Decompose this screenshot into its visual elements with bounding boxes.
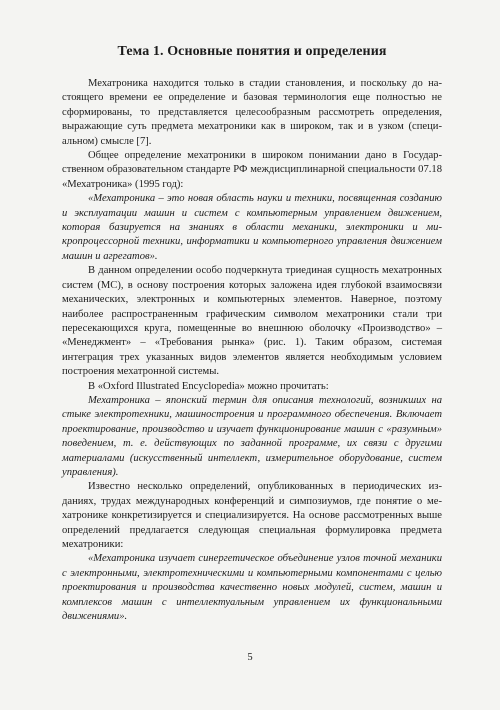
paragraph-7: Известно несколько определений, опубликованных в периодических изданиях, трудах международных конференций и симпозиумов, где понятие о мехатронике конкретизируется и специализируется. На основе рассмотренных выше определений предлагается следующая специальная формулировка предмета мехатроники: <box>62 481 442 550</box>
page-title: Тема 1. Основные понятия и определения <box>117 44 387 59</box>
paragraph-3: «Мехатроника – это новая область науки и техники, посвященная созданию и эксплуатации машин и систем с компьютерным управлением движением, которая базируется на знаниях в области механики, электроники и микропроцессорной техники, информатики и компьютерного управления движением машин и агрегатов». <box>62 193 442 262</box>
paragraph-8: «Мехатроника изучает синергетическое объединение узлов точной механики с электронными, электротехническими и компьютерными компонентами с целью проектирования и производства качественно новых модулей, систем, машин и комплексов машин с интеллектуальным управлением их функциональными движениями». <box>62 553 442 623</box>
paragraph-4: В данном определении особо подчеркнута триединая сущность мехатронных систем (МС), в основу построения которых заложена идея глубокой взаимосвязи механических, электронных и компьютерных элементов. Наверное, поэтому наиболее распространенным графическим символом мехатроники стали три пересекающихся круга, помещенные во внешнюю оболочку «Производство» – «Менеджмент» – «Требования рынка» (рис. 1). Таким образом, системая интеграция трех указанных видов элементов является необходимым условием построения мехатронной системы. <box>62 265 442 378</box>
paragraph-2: Общее определение мехатроники в широком понимании дано в Государственном образовательном стандарте РФ междисциплинарной специальности 07.18 «Мехатроника» (1995 год): <box>62 150 442 190</box>
body-text <box>62 77 442 624</box>
paragraph-6: Мехатроника – японский термин для описания технологий, возникших на стыке электротехники, машиностроения и программного обеспечения. Включает проектирование, производство и изучает функционирование машин с «разумным» поведением, т. е. действующих по заданной программе, их связи с другими материалами (искусственный интеллект, измерительное оборудование, систем управления). <box>62 394 442 478</box>
paragraph-5: В «Oxford Illustrated Encyclopedia» можно прочитать: <box>88 380 329 392</box>
page-number: 5 <box>247 652 253 663</box>
paragraph-1: Мехатроника находится только в стадии становления, и поскольку до настоящего времени ее определение и базовая терминология еще полностью не сформированы, то представляется целесообразным рассмотреть определения, выражающие суть предмета мехатроники как в широком, так и в узком (специальном) смысле [7]. <box>62 78 442 147</box>
